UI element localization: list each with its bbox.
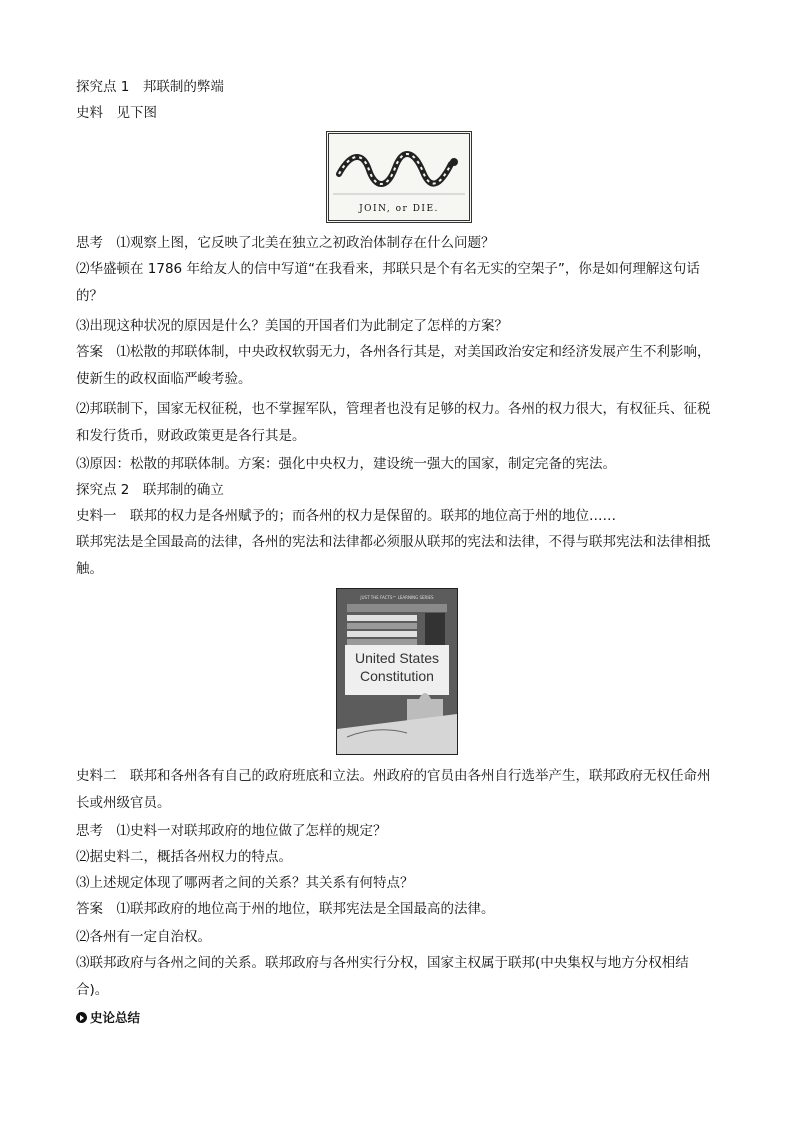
s1-answer-3: ⑶原因：松散的邦联体制。方案：强化中央权力，建设统一强大的国家，制定完备的宪法。 — [76, 456, 616, 472]
s2-source-1: 史料一 联邦的权力是各州赋予的；而各州的权力是保留的。联邦的地位高于州的地位…… — [76, 508, 616, 524]
book-cover-illustration — [337, 589, 457, 754]
s2-answer-2: ⑵各州有一定自治权。 — [76, 929, 211, 945]
s2-question-3: ⑶上述规定体现了哪两者之间的关系？其关系有何特点？ — [76, 875, 414, 891]
summary-label: 史论总结 — [90, 1010, 141, 1025]
s2-question-2: ⑵据史料二，概括各州权力的特点。 — [76, 849, 292, 865]
book-title-line-1: United States — [354, 650, 440, 666]
s2-source-2: 史料二 联邦和各州各有自己的政府班底和立法。州政府的官员由各州自行选举产生，联邦政府无权任命州长或州级官员。 — [76, 768, 711, 811]
constitution-book-cover — [336, 588, 458, 755]
s1-question-3: ⑶出现这种状况的原因是什么？美国的开国者们为此制定了怎样的方案？ — [76, 318, 508, 334]
summary-heading — [76, 1009, 140, 1027]
section1-heading: 探究点 1 邦联制的弊端 — [76, 79, 224, 95]
s2-question-1: 思考 ⑴史料一对联邦政府的地位做了怎样的规定？ — [76, 823, 387, 839]
s1-answer-1: 答案 ⑴松散的邦联体制，中央政权软弱无力，各州各行其是，对美国政治安定和经济发展产生不利影响，使新生的政权面临严峻考验。 — [76, 344, 711, 387]
join-or-die-figure — [326, 131, 472, 223]
s1-question-1: 思考 ⑴观察上图，它反映了北美在独立之初政治体制存在什么问题？ — [76, 235, 495, 251]
s2-answer-3: ⑶联邦政府与各州之间的关系。联邦政府与各州实行分权，国家主权属于联邦(中央集权与地方分权相结合)。 — [76, 955, 689, 998]
book-series-label: JUST THE FACTS™ LEARNING SERIES — [360, 595, 434, 600]
section2-heading: 探究点 2 联邦制的确立 — [76, 482, 224, 498]
s1-question-2: ⑵华盛顿在 1786 年给友人的信中写道“在我看来，邦联只是个有名无实的空架子”，你是如何理解这句话的？ — [76, 261, 700, 304]
book-title-line-2: Constitution — [360, 668, 434, 684]
s2-source-1b: 联邦宪法是全国最高的法律，各州的宪法和法律都必须服从联邦的宪法和法律，不得与联邦宪法和法律相抵触。 — [76, 534, 711, 577]
section1-source: 史料 见下图 — [76, 105, 157, 121]
figure-caption: JOIN, or DIE. — [359, 204, 439, 214]
play-circle-icon — [76, 1012, 87, 1023]
s1-answer-2: ⑵邦联制下，国家无权征税，也不掌握军队，管理者也没有足够的权力。各州的权力很大，有权征兵、征税和发行货币，财政政策更是各行其是。 — [76, 401, 711, 444]
s2-answer-1: 答案 ⑴联邦政府的地位高于州的地位，联邦宪法是全国最高的法律。 — [76, 901, 495, 917]
snake-illustration — [329, 134, 469, 220]
